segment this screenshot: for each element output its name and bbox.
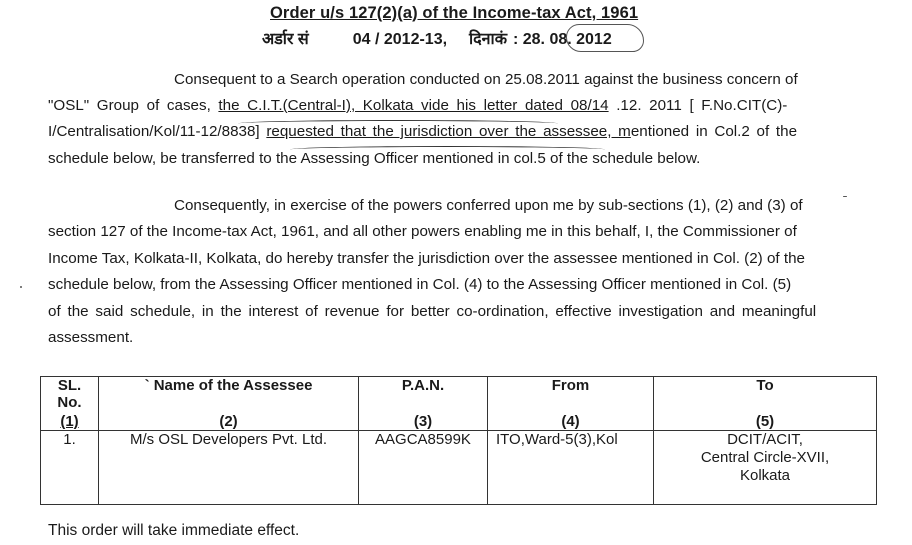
handwritten-underline (238, 120, 558, 127)
paragraph2-line5: of the said schedule, in the interest of revenue for better co-ordination, effective investigation and meaningful (48, 303, 817, 320)
scan-speck (20, 286, 22, 288)
date-label-hindi: दिनाकं (469, 31, 507, 48)
table-header-row (41, 377, 877, 431)
order-number: 04 / 2012-13, (352, 31, 448, 48)
scan-speck (843, 196, 847, 197)
cell-from: ITO,Ward-5(3),Kol (488, 431, 654, 505)
header-label: To (756, 377, 774, 394)
cell-to (654, 431, 877, 505)
cell-assessee-name: M/s OSL Developers Pvt. Ltd. (99, 431, 359, 505)
p1-text: .12. 2011 [ F.No.CIT(C)- (608, 97, 788, 114)
p1-text: entioned in Col.2 of the (630, 123, 798, 140)
p1-text: "OSL" Group of cases, (48, 97, 219, 114)
handwritten-date-circle (566, 24, 644, 52)
paragraph1-line2 (48, 93, 787, 119)
paragraph2-line6: assessment. (48, 329, 134, 346)
cell-pan: AAGCA8599K (359, 431, 488, 505)
header-number: (5) (755, 413, 775, 430)
header-label: P.A.N. (401, 377, 445, 394)
order-date: : 28. 08. 2012 (512, 31, 612, 48)
p1-underlined-text: requested that the jurisdiction over the assessee, m (266, 123, 631, 140)
header-sl-no (41, 377, 99, 431)
order-label-hindi: अर्डार सं (262, 31, 309, 48)
header-label: From (551, 377, 590, 394)
header-number: (4) (561, 413, 580, 430)
paragraph2-line4: schedule below, from the Assessing Officer mentioned in Col. (4) to the Assessing Officer mentioned in Col. (5) (48, 276, 792, 293)
p1-underlined-text: the C.I.T.(Central-I), Kolkata vide his letter dated 08/14 (218, 97, 609, 114)
header-number: (1) (60, 413, 79, 430)
header-label: SL. No. (57, 377, 82, 411)
paragraph1-line4: schedule below, be transferred to the Assessing Officer mentioned in col.5 of the schedule below. (48, 150, 701, 167)
handwritten-underline (290, 146, 605, 153)
header-from (488, 377, 654, 431)
header-number: (3) (413, 413, 433, 430)
order-number-line (262, 27, 612, 49)
header-pan (359, 377, 488, 431)
paragraph2-line3: Income Tax, Kolkata-II, Kolkata, do hereby transfer the jurisdiction over the assessee mentioned in Col. (2) of the (48, 250, 805, 267)
table-row (41, 431, 877, 505)
cell-sl-no: 1. (41, 431, 99, 505)
to-line: Kolkata (739, 467, 791, 484)
p1-text: I/Centralisation/Kol/11-12/8838] (48, 123, 267, 140)
paragraph1-line1: Consequent to a Search operation conducted on 25.08.2011 against the business concern of (174, 71, 798, 88)
header-number: (2) (219, 413, 238, 430)
schedule-table (40, 376, 877, 505)
to-line: Central Circle-XVII, (700, 449, 830, 466)
paragraph2-line1: Consequently, in exercise of the powers conferred upon me by sub-sections (1), (2) and (3) of (174, 197, 803, 214)
footer-note: This order will take immediate effect. (48, 522, 300, 539)
order-title: Order u/s 127(2)(a) of the Income-tax Act, 1961 (270, 4, 639, 22)
header-label: ` Name of the Assessee (144, 377, 313, 394)
header-to (654, 377, 877, 431)
paragraph2-line2: section 127 of the Income-tax Act, 1961, and all other powers enabling me in this behalf, I, the Commissioner of (48, 223, 797, 240)
to-line: DCIT/ACIT, (727, 431, 803, 448)
header-name (99, 377, 359, 431)
